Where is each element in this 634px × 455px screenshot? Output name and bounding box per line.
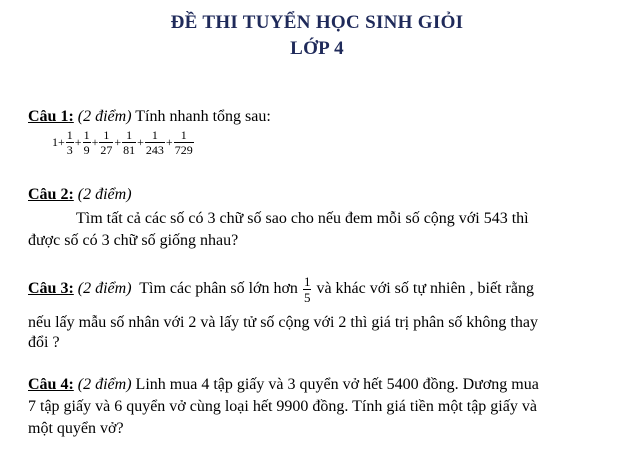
- question-3-colon: :: [68, 280, 74, 298]
- expr-plus: +: [165, 135, 173, 149]
- question-3-text-a: Tìm các phân số lớn hơn: [139, 280, 298, 298]
- exam-title: ĐỀ THI TUYỂN HỌC SINH GIỎI: [170, 12, 464, 33]
- question-1-colon: :: [68, 108, 74, 125]
- question-2-colon: :: [68, 186, 74, 203]
- grade-title: LỚP 4: [290, 38, 344, 59]
- question-3-line-3: đổi ?: [28, 334, 60, 351]
- expr-plus: +: [91, 135, 99, 149]
- question-3-label: Câu 3: [28, 280, 69, 298]
- question-4-colon: :: [68, 376, 74, 393]
- question-2-points: (2 điểm): [77, 186, 132, 203]
- expr-fraction: $\frac{1}{9}$: [83, 128, 90, 157]
- question-4-line-3: một quyển vở?: [28, 420, 124, 437]
- question-2-line-2: được số có 3 chữ số giống nhau?: [28, 232, 239, 249]
- question-2-label: Câu 2: [28, 186, 69, 203]
- question-4-header: [28, 376, 539, 394]
- expr-lead-term: 1: [52, 135, 58, 149]
- expr-fraction: $\frac{1}{243}$: [145, 128, 164, 157]
- question-1-expression: [52, 128, 195, 157]
- question-3-fraction: $\frac{1}{5}$: [303, 274, 311, 305]
- expr-plus: +: [58, 135, 65, 149]
- question-2-line-1: Tìm tất cả các số có 3 chữ số sao cho nếu đem mỗi số cộng với 543 thì: [76, 210, 529, 227]
- question-3-text-b: và khác với số tự nhiên , biết rằng: [316, 280, 534, 298]
- expr-plus: +: [137, 135, 144, 149]
- question-4-label: Câu 4: [28, 376, 69, 393]
- question-1-points: (2 điểm): [77, 108, 132, 125]
- question-4-text-a: Linh mua 4 tập giấy và 3 quyển vở hết 5400 đồng. Dương mua: [135, 376, 539, 393]
- expr-fraction: $\frac{1}{729}$: [174, 128, 193, 157]
- question-1-header: [28, 108, 271, 126]
- expr-plus: +: [114, 135, 122, 149]
- question-3-points: (2 điểm): [77, 280, 132, 298]
- question-2-header: [28, 186, 132, 204]
- question-4-line-2: 7 tập giấy và 6 quyển vở cùng loại hết 9900 đồng. Tính giá tiền một tập giấy và: [28, 398, 537, 415]
- question-1-text: Tính nhanh tổng sau:: [135, 108, 271, 125]
- question-4-points: (2 điểm): [77, 376, 132, 393]
- question-1-label: Câu 1: [28, 108, 69, 125]
- expr-plus: +: [74, 135, 82, 149]
- expr-fraction: $\frac{1}{81}$: [123, 128, 136, 157]
- question-3-line-2: nếu lấy mẫu số nhân với 2 và lấy tử số cộng với 2 thì giá trị phân số không thay: [28, 314, 538, 331]
- expr-fraction: $\frac{1}{27}$: [100, 128, 113, 157]
- question-3-header: [28, 274, 534, 305]
- expr-fraction: $\frac{1}{3}$: [66, 128, 73, 157]
